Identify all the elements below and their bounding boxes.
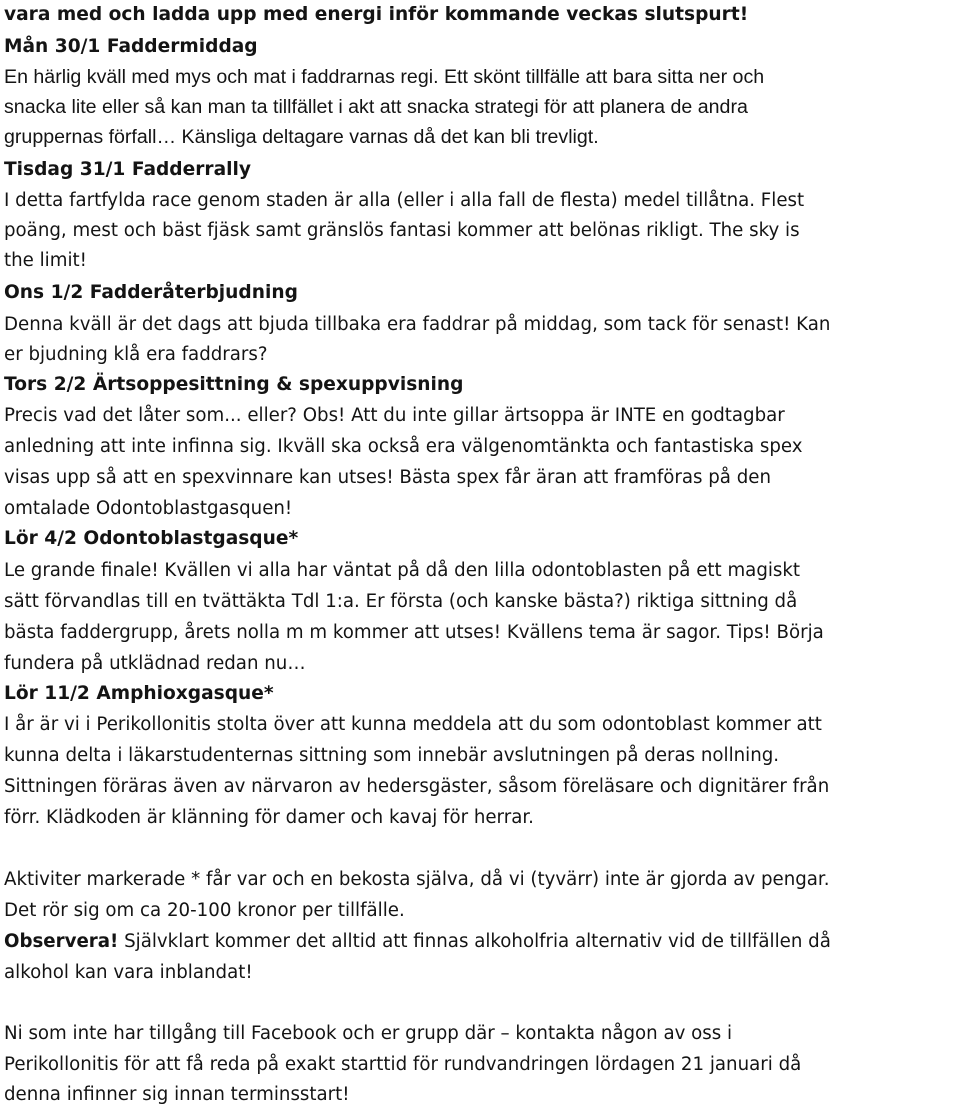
event-text-line: En härlig kväll med mys och mat i faddrarnas regi. Ett skönt tillfälle att bara sitta ner och: [4, 66, 765, 88]
event-text-line: fundera på utklädnad redan nu…: [4, 653, 306, 674]
event-heading-artsoppesittning: Tors 2/2 Ärtsoppesittning & spexuppvisning: [4, 374, 464, 395]
note-text-line: Det rör sig om ca 20-100 kronor per tillfälle.: [4, 900, 405, 921]
event-text-line: Sittningen föräras även av närvaron av hedersgäster, såsom föreläsare och dignitärer från: [4, 776, 830, 797]
note-text-line: Aktiviter markerade * får var och en bekosta själva, då vi (tyvärr) inte är gjorda av pengar.: [4, 869, 830, 890]
event-text-line: bästa faddergrupp, årets nolla m m kommer att utses! Kvällens tema är sagor. Tips! Börja: [4, 622, 824, 643]
event-heading-faddermiddag: Mån 30/1 Faddermiddag: [4, 36, 258, 57]
event-text-line: anledning att inte infinna sig. Ikväll ska också era välgenomtänkta och fantastiska spex: [4, 436, 803, 457]
event-text-line: kunna delta i läkarstudenternas sittning som innebär avslutningen på deras nollning.: [4, 745, 780, 766]
event-text-line: Denna kväll är det dags att bjuda tillbaka era faddrar på middag, som tack för senast! Kan: [4, 314, 831, 335]
note-text-line: alkohol kan vara inblandat!: [4, 962, 253, 983]
event-heading-fadderrally: Tisdag 31/1 Fadderrally: [4, 159, 251, 180]
observe-text: Självklart kommer det alltid att finnas alkoholfria alternativ vid de tillfällen då: [118, 931, 831, 952]
contact-text-line: denna infinner sig innan terminsstart!: [4, 1084, 350, 1105]
event-text-line: poäng, mest och bäst fjäsk samt gränslös fantasi kommer att belönas rikligt. The sky is: [4, 220, 800, 241]
event-heading-amphioxgasque: Lör 11/2 Amphioxgasque*: [4, 683, 274, 704]
event-text-line: förr. Klädkoden är klänning för damer och kavaj för herrar.: [4, 807, 534, 828]
event-text-line: er bjudning klå era faddrars?: [4, 344, 268, 365]
event-text-line: Le grande finale! Kvällen vi alla har väntat på då den lilla odontoblasten på ett magiskt: [4, 560, 801, 581]
event-text-line: the limit!: [4, 250, 87, 271]
event-text-line: I år är vi i Perikollonitis stolta över att kunna meddela att du som odontoblast kommer att: [4, 714, 822, 735]
event-text-line: Precis vad det låter som... eller? Obs! Att du inte gillar ärtsoppa är INTE en godtagbar: [4, 405, 785, 426]
event-text-line: omtalade Odontoblastgasquen!: [4, 498, 293, 519]
event-text-line: gruppernas förfall… Känsliga deltagare varnas då det kan bli trevligt.: [4, 126, 599, 148]
contact-text-line: Perikollonitis för att få reda på exakt starttid för rundvandringen lördagen 21 januari då: [4, 1054, 802, 1075]
event-heading-odontoblastgasque: Lör 4/2 Odontoblastgasque*: [4, 528, 299, 549]
event-text-line: visas upp så att en spexvinnare kan utses! Bästa spex får äran att framföras på den: [4, 467, 771, 488]
observe-line: [4, 927, 831, 957]
intro-tail: vara med och ladda upp med energi inför kommande veckas slutspurt!: [4, 4, 749, 25]
observe-label: Observera!: [4, 931, 119, 952]
contact-text-line: Ni som inte har tillgång till Facebook och er grupp där – kontakta någon av oss i: [4, 1023, 733, 1044]
event-text-line: snacka lite eller så kan man ta tillfället i akt att snacka strategi för att planera de andra: [4, 96, 748, 118]
event-heading-fadderaterbjudning: Ons 1/2 Fadderåterbjudning: [4, 282, 298, 303]
event-text-line: I detta fartfylda race genom staden är alla (eller i alla fall de flesta) medel tillåtna. Flest: [4, 190, 805, 211]
event-text-line: sätt förvandlas till en tvättäkta Tdl 1:a. Er första (och kanske bästa?) riktiga sittning då: [4, 591, 798, 612]
